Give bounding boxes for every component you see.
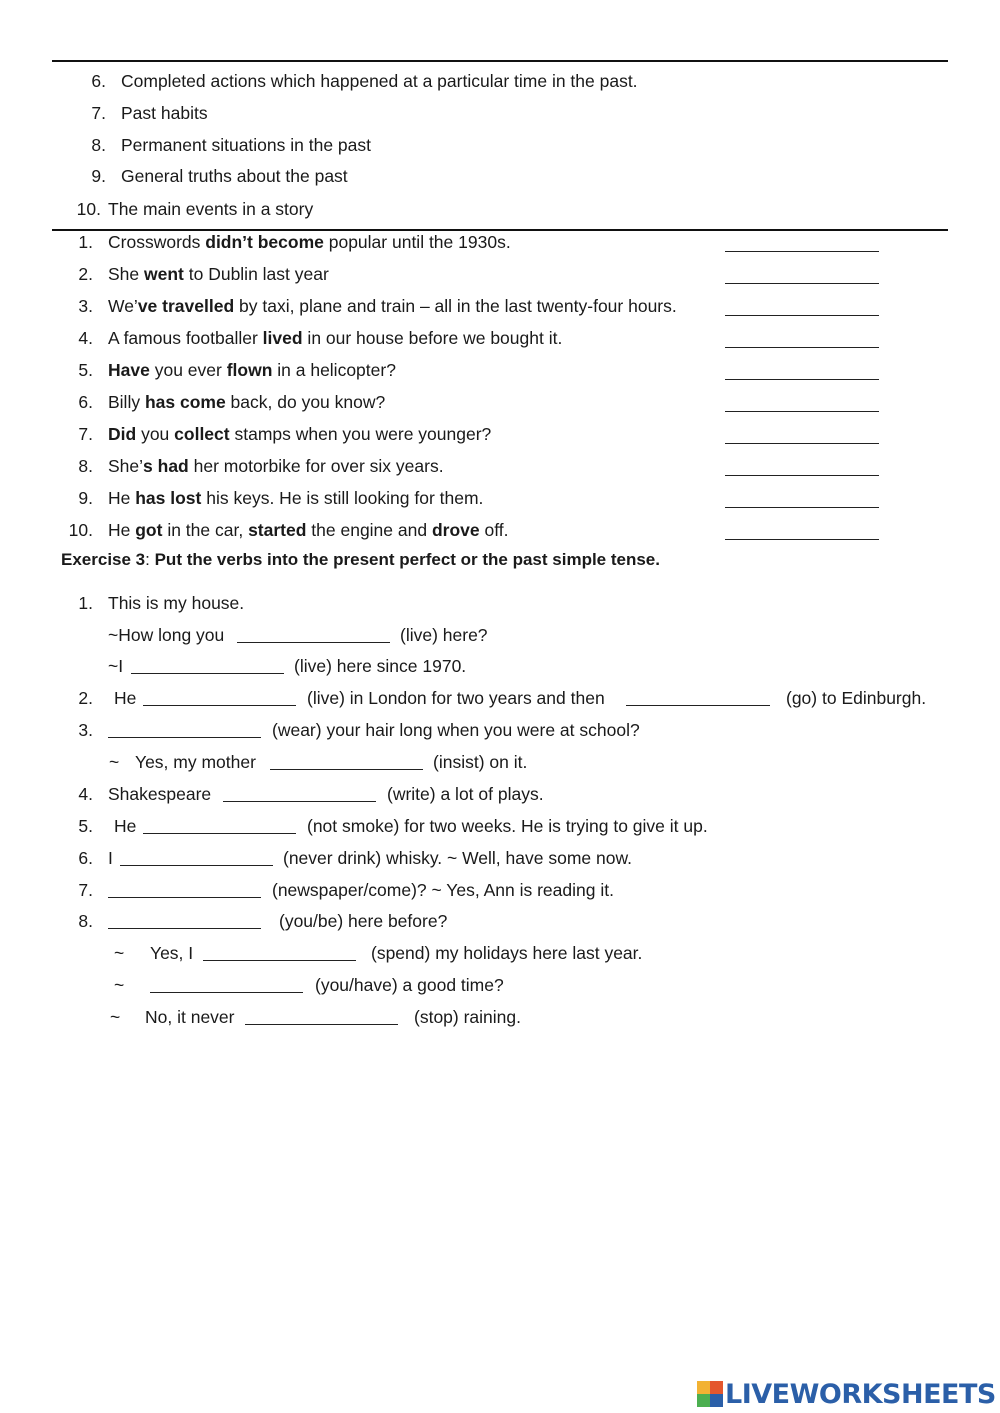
item-number: 10.: [68, 520, 93, 540]
item-text: (live) here since 1970.: [294, 656, 467, 676]
item-text: (live) in London for two years and then: [307, 688, 605, 708]
answer-blank[interactable]: [725, 379, 879, 380]
item-number: 7.: [78, 880, 93, 900]
answer-blank[interactable]: [245, 1024, 398, 1025]
item-text: Shakespeare: [108, 784, 212, 804]
item-text: Yes, I: [150, 943, 194, 963]
top-rule: [52, 60, 948, 62]
item-text: (stop) raining.: [414, 1007, 521, 1027]
sentence-text: Crosswords didn’t become popular until the 1930s.: [108, 232, 511, 252]
list-item-text: The main events in a story: [108, 199, 314, 219]
sentence-text: Have you ever flown in a helicopter?: [108, 360, 396, 380]
tilde-mark: ~: [109, 752, 120, 772]
item-number: 3.: [78, 720, 93, 740]
answer-blank[interactable]: [237, 642, 390, 643]
item-text: He: [114, 688, 137, 708]
item-text: He: [114, 816, 137, 836]
list-item-text: General truths about the past: [121, 166, 348, 186]
item-text: (go) to Edinburgh.: [786, 688, 927, 708]
item-number: 9.: [78, 488, 93, 508]
answer-blank[interactable]: [143, 705, 296, 706]
item-number: 1.: [78, 232, 93, 252]
item-number: 5.: [78, 816, 93, 836]
sentence-text: He got in the car, started the engine and drove off.: [108, 520, 509, 540]
sentence-text: A famous footballer lived in our house before we bought it.: [108, 328, 563, 348]
sentence-text: She went to Dublin last year: [108, 264, 329, 284]
item-number: 6.: [78, 848, 93, 868]
answer-blank[interactable]: [150, 992, 303, 993]
exercise3-instruction: Put the verbs into the present perfect or the past simple tense.: [154, 550, 660, 569]
list-number: 9.: [91, 166, 106, 186]
list-number: 8.: [91, 135, 106, 155]
logo-text: LIVEWORKSHEETS: [725, 1378, 996, 1410]
list-item-text: Permanent situations in the past: [121, 135, 372, 155]
list-number: 7.: [91, 103, 106, 123]
answer-blank[interactable]: [203, 960, 356, 961]
answer-blank[interactable]: [108, 928, 261, 929]
item-number: 7.: [78, 424, 93, 444]
item-number: 8.: [78, 911, 93, 931]
item-number: 4.: [78, 784, 93, 804]
item-text: (wear) your hair long when you were at school?: [272, 720, 640, 740]
list-item-text: Past habits: [121, 103, 208, 123]
section-rule: [52, 229, 948, 231]
item-text: (spend) my holidays here last year.: [371, 943, 643, 963]
answer-blank[interactable]: [143, 833, 296, 834]
item-text: I: [108, 848, 113, 868]
item-text: No, it never: [145, 1007, 235, 1027]
list-number: 10.: [76, 199, 101, 219]
answer-blank[interactable]: [725, 475, 879, 476]
item-number: 8.: [78, 456, 93, 476]
tilde-mark: ~: [110, 1007, 121, 1027]
answer-blank[interactable]: [725, 315, 879, 316]
item-number: 4.: [78, 328, 93, 348]
item-text: (newspaper/come)? ~ Yes, Ann is reading it.: [272, 880, 614, 900]
answer-blank[interactable]: [725, 251, 879, 252]
item-number: 2.: [78, 688, 93, 708]
logo-grid-icon: [697, 1381, 723, 1407]
item-text: ~I: [108, 656, 124, 676]
sentence-text: Did you collect stamps when you were younger?: [108, 424, 492, 444]
answer-blank[interactable]: [108, 737, 261, 738]
answer-blank[interactable]: [626, 705, 770, 706]
answer-blank[interactable]: [131, 673, 284, 674]
answer-blank[interactable]: [120, 865, 273, 866]
exercise3-label: Exercise 3: [61, 550, 146, 569]
answer-blank[interactable]: [223, 801, 376, 802]
sentence-text: He has lost his keys. He is still looking for them.: [108, 488, 484, 508]
answer-blank[interactable]: [725, 507, 879, 508]
tilde-mark: ~: [114, 975, 125, 995]
item-text: (not smoke) for two weeks. He is trying to give it up.: [307, 816, 708, 836]
item-number: 3.: [78, 296, 93, 316]
item-text: (insist) on it.: [433, 752, 528, 772]
liveworksheets-logo: [697, 1378, 996, 1410]
item-number: 5.: [78, 360, 93, 380]
sentence-text: We’ve travelled by taxi, plane and train – all in the last twenty-four hours.: [108, 296, 677, 316]
item-text: Yes, my mother: [135, 752, 256, 772]
item-number: 6.: [78, 392, 93, 412]
item-text: This is my house.: [108, 593, 245, 613]
item-text: (never drink) whisky. ~ Well, have some now.: [283, 848, 633, 868]
tilde-mark: ~: [114, 943, 125, 963]
item-number: 2.: [78, 264, 93, 284]
list-number: 6.: [91, 71, 106, 91]
answer-blank[interactable]: [725, 283, 879, 284]
exercise3-heading: Exercise 3: Put the verbs into the present perfect or the past simple tense.: [61, 550, 660, 569]
answer-blank[interactable]: [108, 897, 261, 898]
answer-blank[interactable]: [270, 769, 423, 770]
answer-blank[interactable]: [725, 443, 879, 444]
item-text: (you/have) a good time?: [315, 975, 504, 995]
sentence-text: Billy has come back, do you know?: [108, 392, 386, 412]
answer-blank[interactable]: [725, 539, 879, 540]
item-text: (write) a lot of plays.: [387, 784, 544, 804]
item-text: (you/be) here before?: [279, 911, 448, 931]
item-text: (live) here?: [400, 625, 488, 645]
item-number: 1.: [78, 593, 93, 613]
answer-blank[interactable]: [725, 347, 879, 348]
sentence-text: She’s had her motorbike for over six years.: [108, 456, 444, 476]
item-text: ~How long you: [108, 625, 225, 645]
answer-blank[interactable]: [725, 411, 879, 412]
list-item-text: Completed actions which happened at a particular time in the past.: [121, 71, 638, 91]
